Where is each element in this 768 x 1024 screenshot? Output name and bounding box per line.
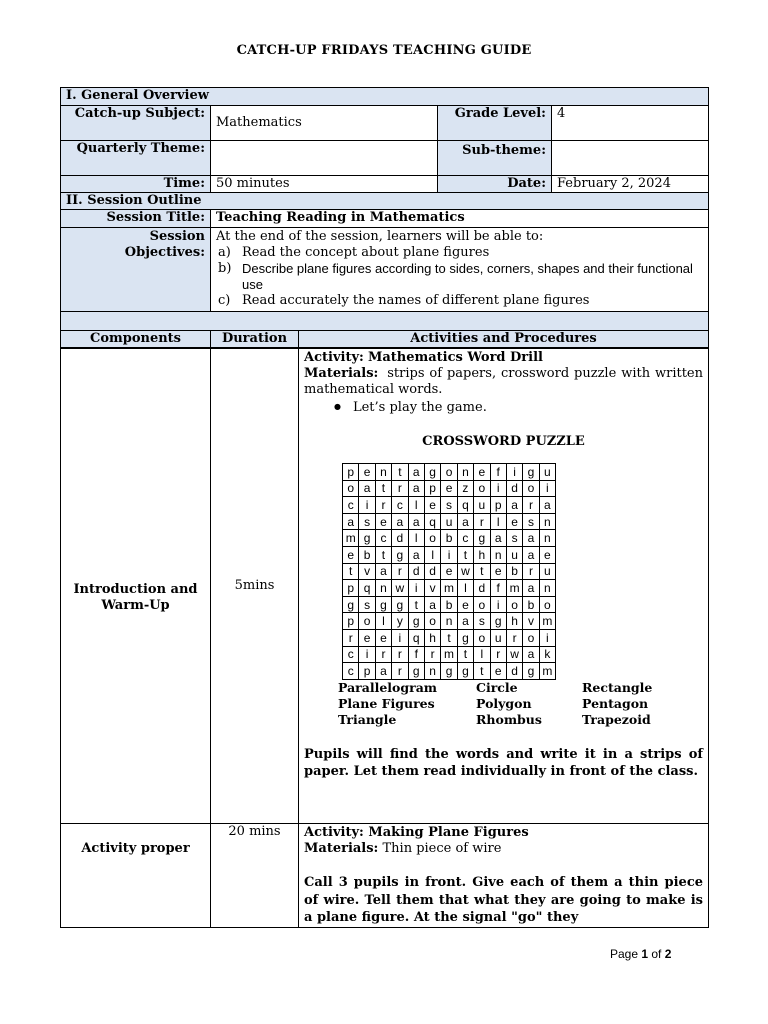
crossword-cell: u <box>506 546 522 563</box>
grade-label: Grade Level: <box>438 106 552 141</box>
crossword-cell: d <box>424 563 440 580</box>
crossword-cell: o <box>424 613 440 630</box>
intro-duration: 5mins <box>211 349 299 824</box>
crossword-cell: t <box>457 546 473 563</box>
crossword-cell: n <box>375 580 391 597</box>
objective-item: b) Describe plane figures according to sides, corners, shapes and their functional use <box>218 261 693 292</box>
crossword-cell: c <box>343 663 359 680</box>
crossword-cell: a <box>375 663 391 680</box>
crossword-cell: g <box>523 663 539 680</box>
crossword-cell: g <box>392 596 408 613</box>
crossword-cell: e <box>375 513 391 530</box>
crossword-row <box>343 530 556 547</box>
crossword-cell: r <box>392 563 408 580</box>
crossword-cell: i <box>359 497 375 514</box>
crossword-cell: l <box>490 513 506 530</box>
theme-label: Quarterly Theme: <box>61 141 211 176</box>
time-value: 50 minutes <box>211 176 438 193</box>
crossword-row <box>343 464 556 481</box>
crossword-cell: e <box>474 464 490 481</box>
crossword-cell: s <box>523 513 539 530</box>
crossword-cell: g <box>424 464 440 481</box>
page-footer: Page 1 of 2 <box>610 947 672 961</box>
crossword-row <box>343 646 556 663</box>
crossword-cell: n <box>539 530 555 547</box>
crossword-cell: n <box>441 613 457 630</box>
crossword-cell: m <box>441 580 457 597</box>
crossword-cell: o <box>523 480 539 497</box>
intro-materials-line: Materials: strips of papers, crossword puzzle with written mathematical words. <box>304 366 703 397</box>
crossword-cell: f <box>490 464 506 481</box>
crossword-cell: i <box>441 546 457 563</box>
crossword-cell: c <box>392 497 408 514</box>
crossword-cell: h <box>474 546 490 563</box>
crossword-cell: i <box>359 646 375 663</box>
crossword-cell: a <box>359 480 375 497</box>
crossword-cell: e <box>457 596 473 613</box>
crossword-cell: r <box>424 646 440 663</box>
crossword-cell: o <box>441 464 457 481</box>
crossword-cell: c <box>457 530 473 547</box>
activity-proper-component: Activity proper <box>61 824 211 928</box>
crossword-cell: i <box>490 480 506 497</box>
crossword-cell: p <box>359 663 375 680</box>
grade-value: 4 <box>552 106 709 141</box>
crossword-cell: g <box>392 546 408 563</box>
crossword-cell: r <box>375 646 391 663</box>
word-row <box>338 696 672 712</box>
crossword-row <box>343 480 556 497</box>
crossword-cell: g <box>457 663 473 680</box>
activity-proper-materials-line: Materials: Thin piece of wire <box>304 841 502 856</box>
crossword-cell: a <box>506 497 522 514</box>
crossword-cell: q <box>457 497 473 514</box>
spacer-row <box>61 312 709 331</box>
objective-item: c) Read accurately the names of different plane figures <box>218 293 590 308</box>
crossword-cell: g <box>457 629 473 646</box>
crossword-cell: o <box>539 596 555 613</box>
crossword-cell: e <box>359 464 375 481</box>
procedures-table <box>60 348 709 928</box>
crossword-cell: a <box>457 513 473 530</box>
activity-proper-activity-line: Activity: Making Plane Figures <box>304 825 529 840</box>
crossword-cell: t <box>343 563 359 580</box>
crossword-cell: l <box>375 613 391 630</box>
crossword-cell: a <box>343 513 359 530</box>
crossword-cell: o <box>474 629 490 646</box>
session-objectives <box>211 228 709 312</box>
crossword-cell: t <box>457 646 473 663</box>
crossword-row <box>343 596 556 613</box>
crossword-cell: p <box>343 613 359 630</box>
crossword-row <box>343 497 556 514</box>
crossword-cell: f <box>408 646 424 663</box>
session-title-label: Session Title: <box>61 210 211 228</box>
crossword-cell: u <box>474 497 490 514</box>
date-label: Date: <box>438 176 552 193</box>
crossword-cell: v <box>424 580 440 597</box>
crossword-cell: i <box>539 629 555 646</box>
word-item: Rectangle <box>582 679 653 695</box>
crossword-cell: l <box>408 530 424 547</box>
crossword-cell: p <box>343 580 359 597</box>
crossword-cell: z <box>457 480 473 497</box>
subject-value: Mathematics <box>211 106 438 141</box>
crossword-cell: e <box>359 629 375 646</box>
crossword-row <box>343 546 556 563</box>
word-item: Plane Figures <box>338 695 435 711</box>
crossword-cell: s <box>474 613 490 630</box>
theme-value <box>211 141 438 176</box>
crossword-row <box>343 663 556 680</box>
crossword-cell: s <box>441 497 457 514</box>
crossword-cell: o <box>474 596 490 613</box>
subtheme-label: Sub-theme: <box>438 141 552 176</box>
crossword-cell: o <box>506 596 522 613</box>
crossword-cell: r <box>392 663 408 680</box>
crossword-cell: a <box>523 546 539 563</box>
crossword-row <box>343 613 556 630</box>
crossword-cell: q <box>359 580 375 597</box>
crossword-cell: g <box>375 596 391 613</box>
crossword-cell: g <box>474 530 490 547</box>
crossword-cell: d <box>408 563 424 580</box>
crossword-cell: s <box>359 596 375 613</box>
crossword-cell: e <box>441 480 457 497</box>
crossword-cell: u <box>441 513 457 530</box>
crossword-cell: c <box>343 646 359 663</box>
crossword-cell: n <box>424 663 440 680</box>
crossword-cell: o <box>474 480 490 497</box>
crossword-cell: m <box>539 613 555 630</box>
crossword-cell: t <box>375 546 391 563</box>
crossword-cell: p <box>424 480 440 497</box>
word-list <box>338 680 672 728</box>
crossword-cell: m <box>441 646 457 663</box>
crossword-cell: u <box>539 464 555 481</box>
crossword-cell: b <box>441 596 457 613</box>
crossword-cell: q <box>408 629 424 646</box>
crossword-cell: a <box>490 530 506 547</box>
crossword-cell: m <box>506 580 522 597</box>
duration-header: Duration <box>211 331 299 348</box>
general-overview-header: I. General Overview <box>61 88 709 106</box>
crossword-cell: d <box>506 480 522 497</box>
activity-proper-activities <box>299 824 709 928</box>
crossword-cell: d <box>474 580 490 597</box>
crossword-cell: g <box>343 596 359 613</box>
crossword-cell: a <box>523 580 539 597</box>
time-label: Time: <box>61 176 211 193</box>
crossword-cell: r <box>392 480 408 497</box>
crossword-cell: a <box>408 464 424 481</box>
intro-activity-line: Activity: Mathematics Word Drill <box>304 350 543 365</box>
crossword-cell: i <box>506 464 522 481</box>
crossword-cell: w <box>506 646 522 663</box>
crossword-cell: a <box>408 546 424 563</box>
crossword-cell: n <box>539 580 555 597</box>
word-row <box>338 712 672 728</box>
crossword-cell: r <box>490 646 506 663</box>
crossword-cell: a <box>523 530 539 547</box>
crossword-cell: d <box>392 530 408 547</box>
crossword-cell: r <box>474 513 490 530</box>
crossword-cell: l <box>474 646 490 663</box>
intro-component: Introduction and Warm-Up <box>61 349 211 824</box>
crossword-cell: e <box>424 497 440 514</box>
crossword-cell: a <box>523 646 539 663</box>
crossword-cell: e <box>490 663 506 680</box>
intro-activities <box>299 349 709 824</box>
crossword-cell: b <box>359 546 375 563</box>
session-title-value: Teaching Reading in Mathematics <box>211 210 709 228</box>
crossword-cell: e <box>343 546 359 563</box>
crossword-cell: i <box>539 480 555 497</box>
subject-label: Catch-up Subject: <box>61 106 211 141</box>
crossword-cell: i <box>408 580 424 597</box>
crossword-cell: g <box>490 613 506 630</box>
crossword-row <box>343 513 556 530</box>
crossword-cell: g <box>441 663 457 680</box>
crossword-cell: t <box>441 629 457 646</box>
crossword-cell: t <box>392 464 408 481</box>
crossword-cell: n <box>539 513 555 530</box>
crossword-cell: a <box>408 480 424 497</box>
activity-proper-duration: 20 mins <box>211 824 299 928</box>
crossword-cell: t <box>408 596 424 613</box>
crossword-cell: r <box>375 497 391 514</box>
crossword-cell: g <box>523 464 539 481</box>
crossword-cell: k <box>539 646 555 663</box>
crossword-cell: a <box>457 613 473 630</box>
word-item: Circle <box>476 679 518 695</box>
crossword-cell: v <box>523 613 539 630</box>
crossword-cell: l <box>408 497 424 514</box>
crossword-cell: g <box>359 530 375 547</box>
crossword-cell: o <box>343 480 359 497</box>
activity-proper-instruction: Call 3 pupils in front. Give each of them a thin piece of wire. Tell them that what they are going to make is a plane figure. At the signal "go" they <box>304 875 703 925</box>
subtheme-value <box>552 141 709 176</box>
crossword-cell: g <box>408 663 424 680</box>
objectives-intro: At the end of the session, learners will be able to: <box>216 229 544 244</box>
crossword-grid <box>342 463 556 680</box>
crossword-cell: m <box>343 530 359 547</box>
crossword-cell: h <box>424 629 440 646</box>
objectives-list <box>216 245 703 309</box>
crossword-cell: u <box>539 563 555 580</box>
crossword-cell: d <box>506 663 522 680</box>
crossword-cell: c <box>375 530 391 547</box>
crossword-cell: f <box>490 580 506 597</box>
crossword-cell: t <box>474 663 490 680</box>
crossword-cell: s <box>359 513 375 530</box>
word-item: Pentagon <box>582 695 649 711</box>
crossword-cell: o <box>359 613 375 630</box>
activities-header: Activities and Procedures <box>299 331 709 348</box>
crossword-cell: e <box>490 563 506 580</box>
crossword-cell: p <box>490 497 506 514</box>
crossword-cell: u <box>490 629 506 646</box>
crossword-cell: l <box>457 580 473 597</box>
crossword-cell: e <box>506 513 522 530</box>
crossword-cell: w <box>392 580 408 597</box>
crossword-cell: t <box>474 563 490 580</box>
crossword-cell: b <box>506 563 522 580</box>
document-title: CATCH-UP FRIDAYS TEACHING GUIDE <box>236 43 532 58</box>
crossword-row <box>343 629 556 646</box>
crossword-cell: g <box>408 613 424 630</box>
crossword-row <box>343 580 556 597</box>
word-item: Polygon <box>476 695 532 711</box>
crossword-cell: w <box>457 563 473 580</box>
crossword-cell: r <box>506 629 522 646</box>
crossword-cell: v <box>359 563 375 580</box>
word-row <box>338 680 672 696</box>
word-item: Triangle <box>338 711 397 727</box>
crossword-cell: e <box>539 546 555 563</box>
crossword-cell: q <box>424 513 440 530</box>
crossword-cell: n <box>490 546 506 563</box>
crossword-cell: l <box>424 546 440 563</box>
crossword-cell: n <box>457 464 473 481</box>
date-value: February 2, 2024 <box>552 176 709 193</box>
crossword-row <box>343 563 556 580</box>
crossword-cell: c <box>343 497 359 514</box>
crossword-cell: a <box>539 497 555 514</box>
session-objectives-label: Session Objectives: <box>61 228 211 312</box>
crossword-cell: e <box>375 629 391 646</box>
word-item: Parallelogram <box>338 679 438 695</box>
word-item: Rhombus <box>476 711 542 727</box>
crossword-cell: r <box>392 646 408 663</box>
word-item: Trapezoid <box>582 711 651 727</box>
objective-item: a) Read the concept about plane figures <box>218 245 490 260</box>
crossword-cell: a <box>408 513 424 530</box>
crossword-cell: a <box>424 596 440 613</box>
session-outline-header: II. Session Outline <box>61 193 709 210</box>
crossword-cell: a <box>375 563 391 580</box>
crossword-cell: o <box>523 629 539 646</box>
crossword-cell: y <box>392 613 408 630</box>
crossword-cell: b <box>441 530 457 547</box>
crossword-cell: n <box>375 464 391 481</box>
crossword-cell: p <box>343 464 359 481</box>
crossword-cell: r <box>523 497 539 514</box>
crossword-cell: i <box>392 629 408 646</box>
crossword-cell: o <box>424 530 440 547</box>
crossword-cell: m <box>539 663 555 680</box>
crossword-cell: t <box>375 480 391 497</box>
crossword-cell: a <box>392 513 408 530</box>
crossword-cell: s <box>506 530 522 547</box>
teaching-guide-table <box>60 87 709 348</box>
crossword-cell: b <box>523 596 539 613</box>
crossword-cell: e <box>441 563 457 580</box>
crossword-title: CROSSWORD PUZZLE <box>422 434 585 449</box>
crossword-cell: r <box>343 629 359 646</box>
intro-bullet: ● Let’s play the game. <box>334 400 703 417</box>
crossword-cell: i <box>490 596 506 613</box>
crossword-cell: h <box>506 613 522 630</box>
intro-instruction: Pupils will find the words and write it in a strips of paper. Let them read individually in front of the class. <box>304 746 703 780</box>
components-header: Components <box>61 331 211 348</box>
crossword-cell: r <box>523 563 539 580</box>
